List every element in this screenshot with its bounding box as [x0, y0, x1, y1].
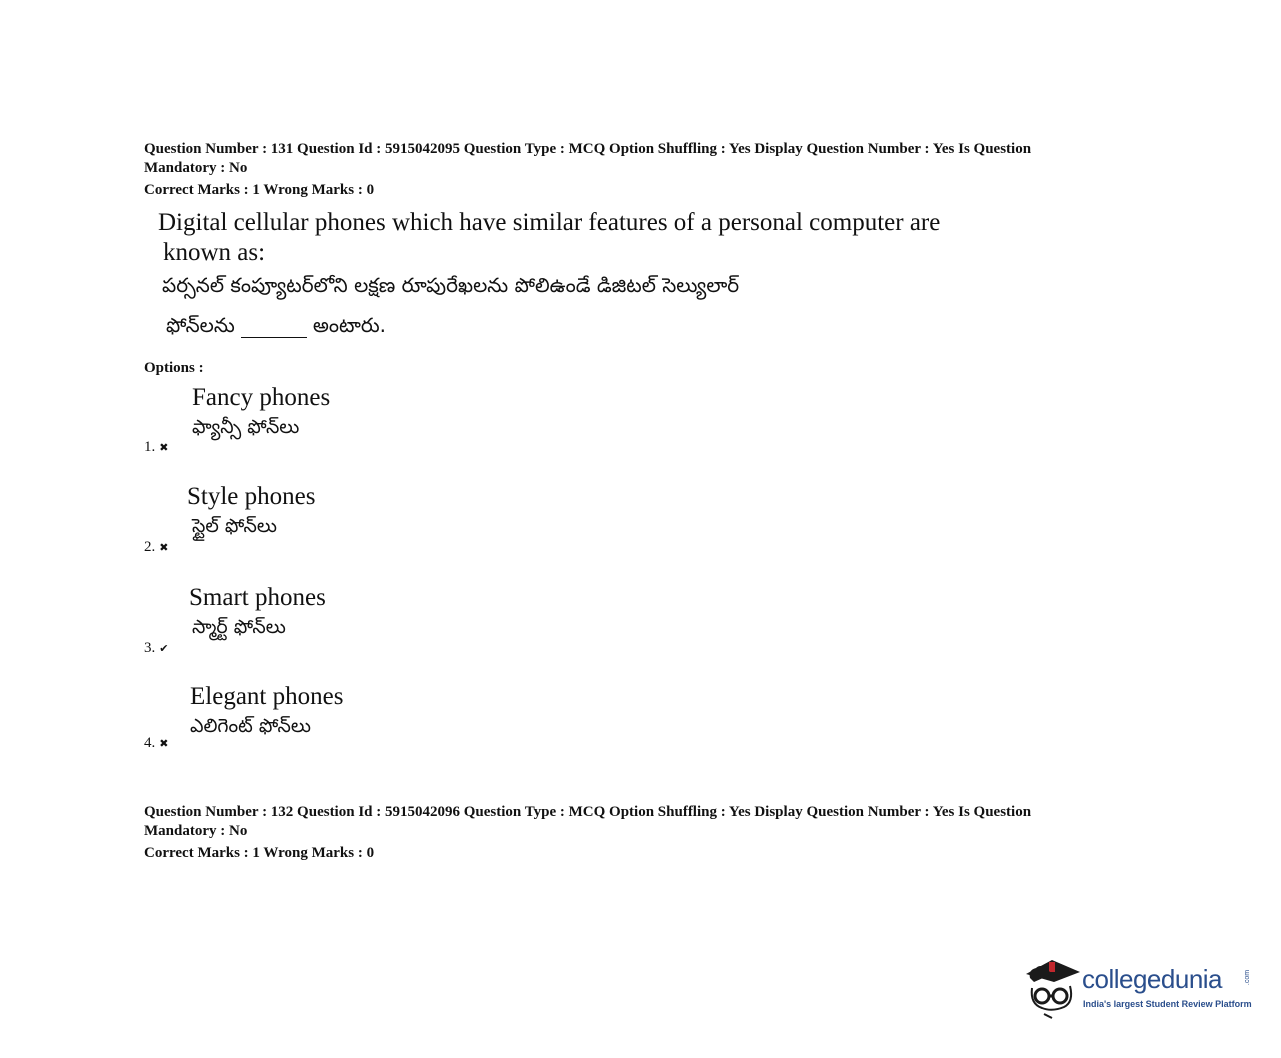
- fill-in-blank: [241, 315, 307, 338]
- option-number: [144, 640, 168, 657]
- option-number-label: 3.: [144, 640, 156, 656]
- option-number-label: 1.: [144, 439, 156, 455]
- option-number: [144, 735, 168, 752]
- question-text-telugu: [162, 272, 739, 338]
- option-number: [144, 439, 168, 456]
- question-meta-line: Question Number : 132 Question Id : 5915042096 Question Type : MCQ Option Shuffling : Yes Display Question Number : Yes Is Question: [144, 804, 1032, 820]
- question-132-meta: [144, 803, 1124, 863]
- mascot-icon: [1022, 952, 1082, 1022]
- question-telugu-part-a: ఫోన్‌లను: [166, 313, 235, 337]
- option-text-english: Style phones: [187, 483, 316, 510]
- option-number-label: 2.: [144, 539, 156, 555]
- correct-check-icon: ✔: [159, 643, 169, 655]
- question-text-line-2: known as:: [163, 239, 266, 266]
- question-131-meta: [144, 140, 1124, 200]
- question-meta-line: Question Number : 131 Question Id : 5915042095 Question Type : MCQ Option Shuffling : Yes Display Question Number : Yes Is Question: [144, 141, 1032, 157]
- option-text-telugu: ఎలిగెంట్ ఫోన్‌లు: [190, 715, 311, 737]
- option-text-telugu: స్టైల్ ఫోన్‌లు: [192, 515, 277, 537]
- question-telugu-line-2: [162, 312, 739, 338]
- option-text-english: Fancy phones: [192, 384, 331, 411]
- options-label: Options :: [144, 360, 204, 376]
- collegedunia-logo: [1022, 952, 1252, 1022]
- logo-dotcom-text: .com: [1244, 969, 1252, 986]
- question-telugu-part-b: అంటారు.: [312, 313, 386, 337]
- question-meta-mandatory: Mandatory : No: [144, 160, 248, 176]
- question-marks: Correct Marks : 1 Wrong Marks : 0: [144, 182, 375, 198]
- wrong-mark-icon: ✖: [159, 542, 169, 554]
- option-text-english: Smart phones: [189, 584, 326, 611]
- option-number-label: 4.: [144, 735, 156, 751]
- option-number: [144, 539, 168, 556]
- option-text-telugu: స్మార్ట్ ఫోన్‌లు: [192, 616, 286, 638]
- question-meta-mandatory: Mandatory : No: [144, 823, 248, 839]
- logo-brand-text: collegedunia: [1082, 964, 1223, 994]
- logo-tagline: India's largest Student Review Platform: [1083, 999, 1252, 1009]
- wrong-mark-icon: ✖: [159, 442, 169, 454]
- question-marks: Correct Marks : 1 Wrong Marks : 0: [144, 845, 375, 861]
- question-text-line-1: Digital cellular phones which have similar features of a personal computer are: [158, 209, 941, 236]
- question-telugu-line-1: పర్సనల్ కంప్యూటర్‌లోని లక్షణ రూపురేఖలను పోలిఉండే డిజిటల్ సెల్యులార్: [162, 273, 740, 297]
- option-text-english: Elegant phones: [190, 683, 344, 710]
- question-text-english: [158, 208, 1018, 268]
- wrong-mark-icon: ✖: [159, 738, 169, 750]
- option-text-telugu: ఫ్యాన్సీ ఫోన్‌లు: [192, 416, 300, 438]
